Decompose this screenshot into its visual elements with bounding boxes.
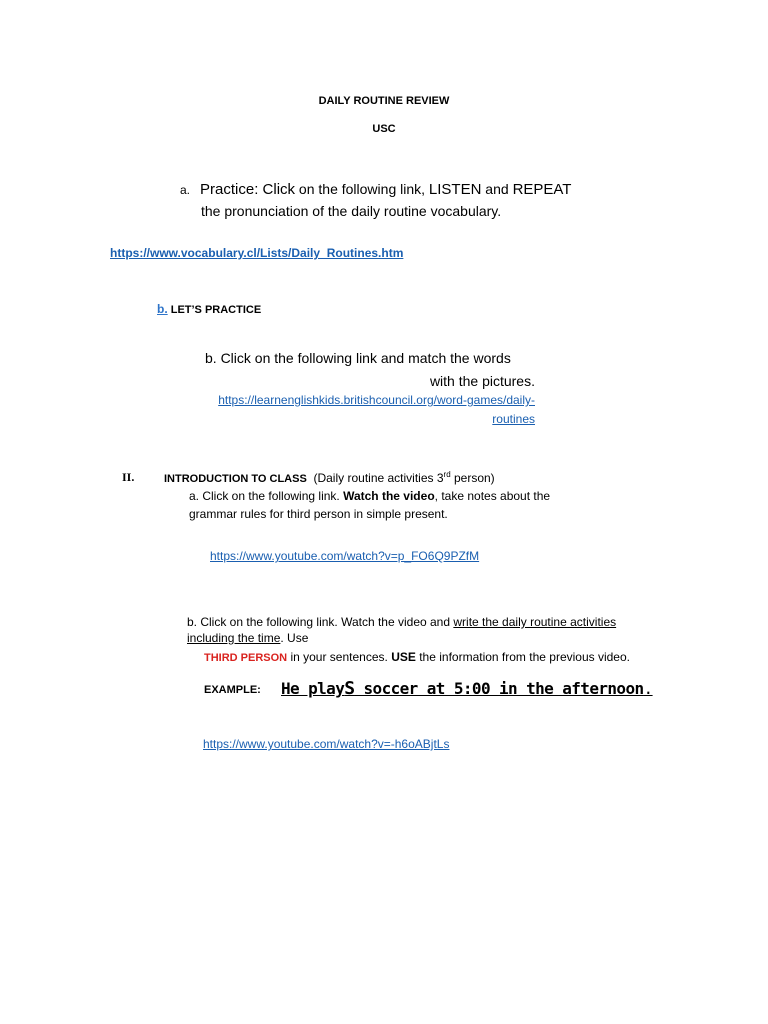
example-emphasis-s: S: [344, 678, 355, 699]
introduction-label: INTRODUCTION TO CLASS: [164, 473, 307, 485]
watch-video-bold: Watch the video: [343, 489, 435, 503]
third-person-instruction: [204, 650, 630, 664]
write-text-1: b. Click on the following link. Watch the video and: [187, 615, 454, 629]
third-person-text-1: in your sentences.: [287, 650, 392, 664]
write-underlined-1: write the daily routine activities: [453, 615, 617, 629]
example-label: EXAMPLE:: [204, 684, 261, 696]
match-instruction-line-2: with the pictures.: [429, 373, 535, 389]
vocabulary-link[interactable]: https://www.vocabulary.cl/Lists/Daily_Routines.htm: [110, 246, 404, 260]
listen-word: LISTEN: [428, 181, 482, 198]
list-marker-a: a.: [180, 183, 191, 197]
lets-practice-label: LET’S PRACTICE: [167, 304, 262, 316]
practice-text-2: and: [481, 181, 513, 197]
introduction-desc-2: person): [450, 471, 495, 485]
use-word: USE: [391, 650, 416, 664]
watch-text-1: a. Click on the following link.: [189, 489, 344, 503]
introduction-desc-1: (Daily routine activities 3: [313, 471, 444, 485]
practice-line-2: the pronunciation of the daily routine vocabulary.: [201, 203, 502, 219]
example-sentence: [281, 678, 653, 699]
write-activities-line-2: [187, 631, 308, 645]
watch-text-2: , take notes about the: [434, 489, 551, 503]
watch-video-line-2: grammar rules for third person in simple present.: [189, 507, 448, 521]
write-activities-instruction: [187, 615, 616, 629]
write-text-2: . Use: [280, 631, 309, 645]
youtube-link-1[interactable]: https://www.youtube.com/watch?v=p_FO6Q9PZfM: [210, 549, 480, 563]
watch-video-instruction: [189, 489, 550, 503]
british-council-link[interactable]: https://learnenglishkids.britishcouncil.org/word-games/daily-: [218, 393, 535, 407]
introduction-heading: [164, 470, 495, 485]
example-text-1: He play: [281, 679, 345, 698]
example-period: .: [643, 679, 653, 698]
introduction-desc-sup: rd: [443, 470, 451, 479]
list-marker-b: b.: [157, 302, 168, 316]
third-person-text-2: the information from the previous video.: [415, 650, 630, 664]
match-instruction: b. Click on the following link and match the words: [205, 350, 511, 366]
page-title: DAILY ROUTINE REVIEW: [318, 95, 450, 107]
page-subtitle: USC: [372, 123, 396, 135]
example-text-2: soccer at 5:00 in the afternoon: [354, 679, 644, 698]
third-person-label: THIRD PERSON: [204, 652, 288, 664]
practice-instruction: [180, 181, 571, 198]
section-numeral: II.: [122, 470, 135, 484]
british-council-link-cont[interactable]: routines: [492, 412, 535, 426]
repeat-word: REPEAT: [512, 181, 572, 198]
lets-practice-heading: [157, 302, 261, 316]
write-underlined-2: including the time: [187, 631, 281, 645]
practice-lead: Practice: Click: [200, 181, 296, 198]
youtube-link-2[interactable]: https://www.youtube.com/watch?v=-h6oABjtLs: [203, 737, 450, 751]
practice-text-1: on the following link,: [295, 181, 429, 197]
